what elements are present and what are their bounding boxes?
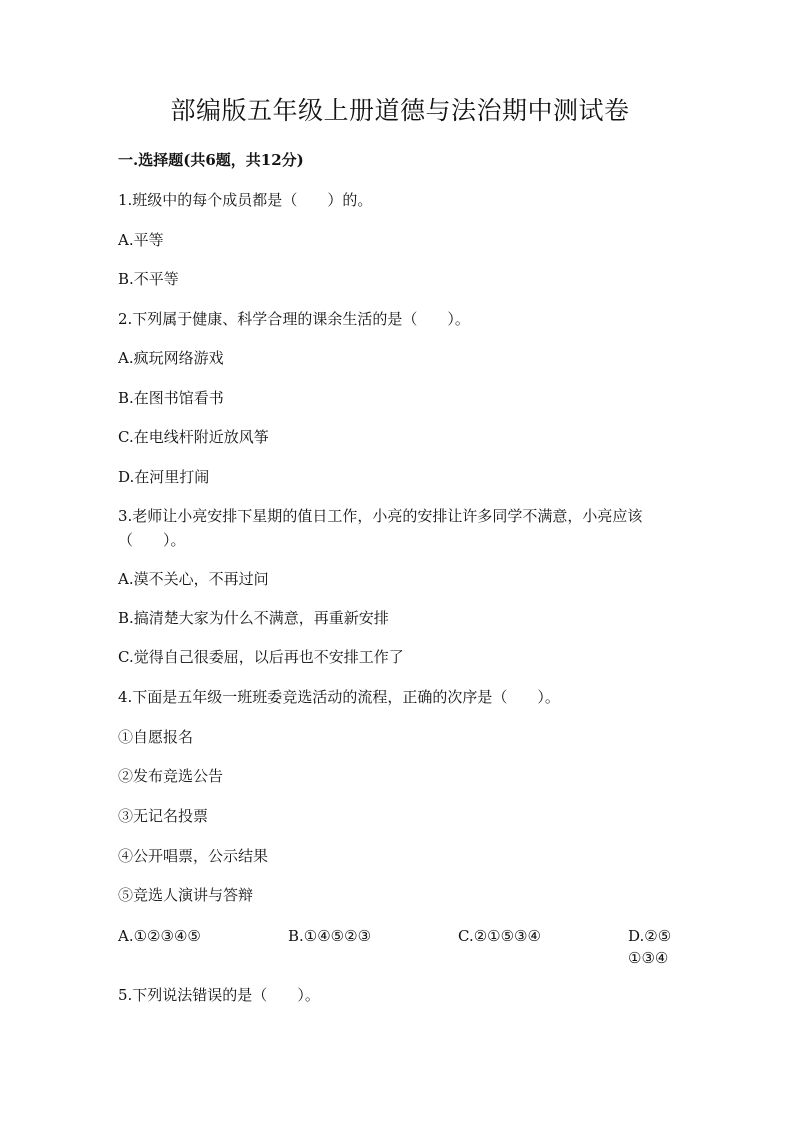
question-3-option-c: C.觉得自己很委屈，以后再也不安排工作了	[118, 648, 404, 666]
question-4-option-b: B.①④⑤②③	[288, 927, 372, 945]
question-4-options	[118, 925, 678, 969]
question-1-option-a: A.平等	[118, 231, 164, 249]
page-title: 部编版五年级上册道德与法治期中测试卷	[170, 96, 630, 125]
question-4-option-d: D.②⑤①③④	[628, 927, 672, 967]
question-3-option-b: B.搞清楚大家为什么不满意，再重新安排	[118, 609, 389, 627]
section-heading: 一.选择题(共6题，共12分)	[118, 151, 304, 169]
question-4-step-1: ①自愿报名	[118, 728, 194, 746]
question-4-stem: 4.下面是五年级一班班委竞选活动的流程，正确的次序是（ ）。	[118, 688, 560, 706]
question-2-option-b: B.在图书馆看书	[118, 389, 224, 407]
question-4-step-4: ④公开唱票，公示结果	[118, 847, 269, 865]
question-5-stem: 5.下列说法错误的是（ ）。	[118, 986, 320, 1004]
question-3-option-a: A.漠不关心，不再过问	[118, 570, 269, 588]
question-1-stem: 1.班级中的每个成员都是（ ）的。	[118, 191, 373, 209]
question-4-step-3: ③无记名投票	[118, 807, 209, 825]
question-1-option-b: B.不平等	[118, 270, 179, 288]
question-4-option-a: A.①②③④⑤	[118, 927, 201, 945]
question-2-option-a: A.疯玩网络游戏	[118, 349, 224, 367]
question-2-option-c: C.在电线杆附近放风筝	[118, 428, 269, 446]
question-3-stem: 3.老师让小亮安排下星期的值日工作，小亮的安排让许多同学不满意，小亮应该（ ）。	[118, 507, 643, 549]
question-2-option-d: D.在河里打闹	[118, 468, 210, 486]
question-4-step-2: ②发布竞选公告	[118, 767, 224, 785]
question-4-step-5: ⑤竞选人演讲与答辩	[118, 886, 254, 904]
question-2-stem: 2.下列属于健康、科学合理的课余生活的是（ ）。	[118, 310, 470, 328]
question-4-option-c: C.②①⑤③④	[458, 927, 541, 945]
